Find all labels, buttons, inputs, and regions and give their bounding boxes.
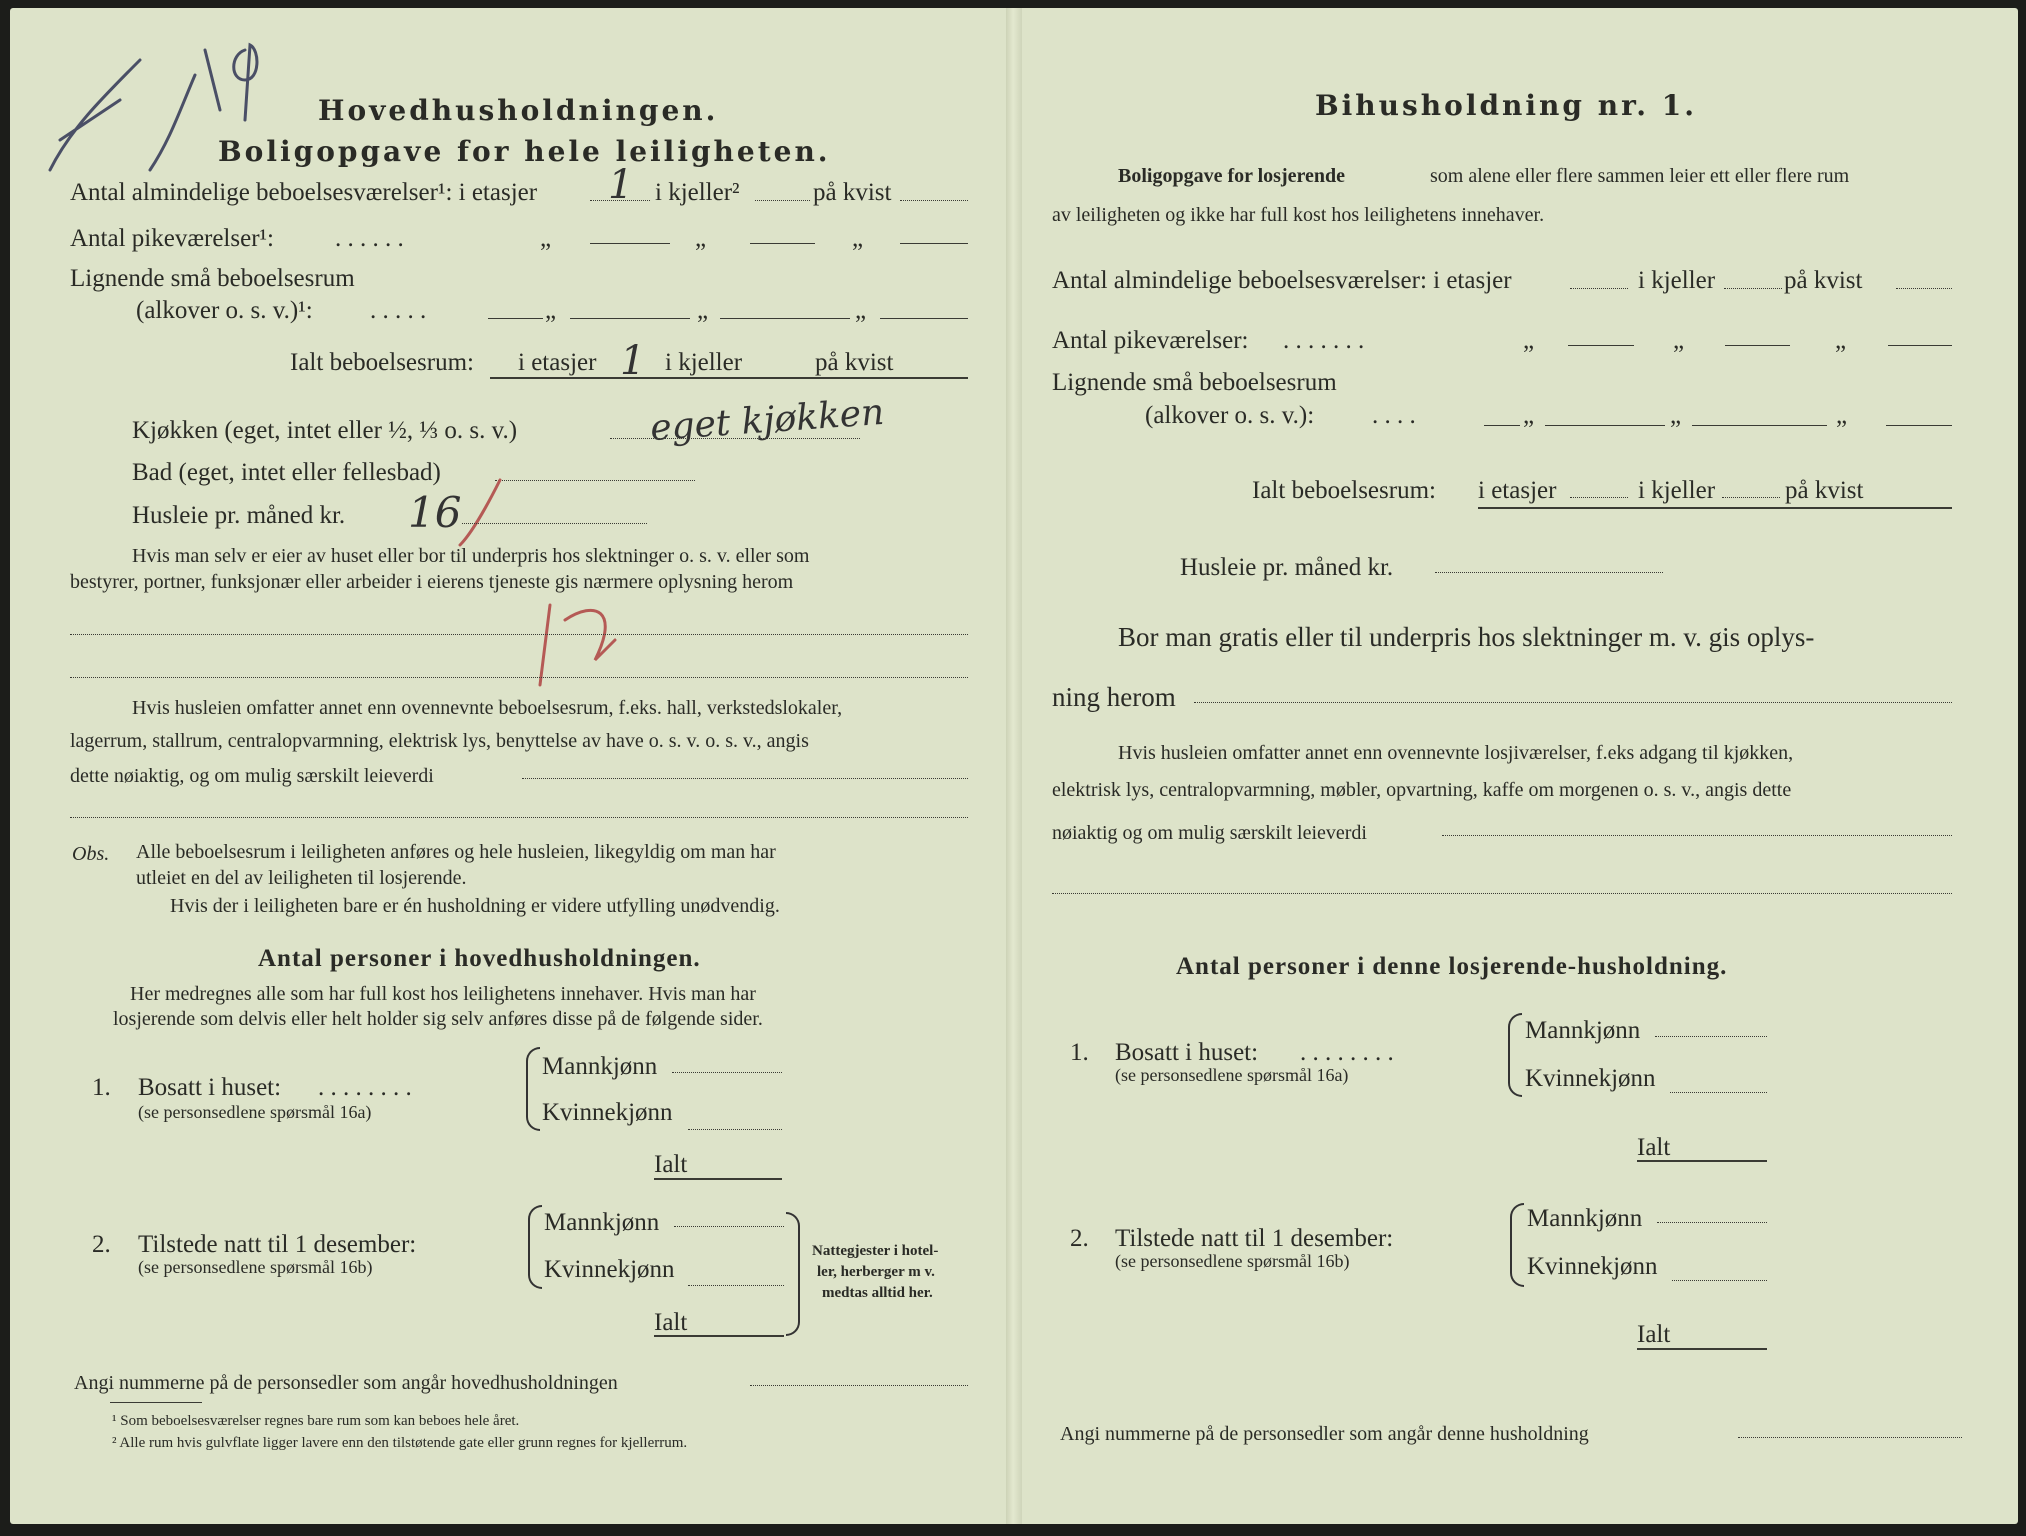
right-row4-kjeller-label: i kjeller [1638,477,1716,504]
left-row4-etasjer-value: 1 [620,338,646,384]
right-persons-title: Antal personer i denne losjerende-husholdning. [1176,953,1728,980]
left-b1-kvinne-line [688,1129,782,1130]
right-row1-kjeller-label: i kjeller [1638,267,1716,294]
right-row3-line2 [1692,425,1827,426]
right-angi-line [1738,1437,1962,1438]
right-row3-ditto3: „ [1836,402,1848,429]
left-row1-etasjer-value: 1 [608,162,634,208]
left-b2-sub: (se personsedlene spørsmål 16b) [138,1257,373,1277]
left-husleie-label: Husleie pr. måned kr. [132,502,346,529]
left-row3-ditto2: „ [697,297,709,324]
left-persons-title: Antal personer i hovedhusholdningen. [258,945,701,972]
left-row2-ditto3: „ [852,225,864,252]
left-angi-line [750,1385,968,1386]
right-row3-label1: Lignende små beboelsesrum [1052,369,1337,396]
left-row2-dots: . . . . . . [335,225,404,252]
left-husleie-value: 16 [408,488,462,537]
left-para2-line2: lagerrum, stallrum, centralopvarmning, elektrisk lys, benyttelse av have o. s. v. o. s. v., angis [70,730,809,752]
right-b2-mann-line [1657,1222,1767,1223]
left-obs-line1: Alle beboelsesrum i leiligheten anføres og hele husleien, likegyldig om man har [136,841,776,863]
right-row1-kvist-label: på kvist [1784,267,1863,294]
left-row1-label: Antal almindelige beboelsesværelser¹: i etasjer [70,179,538,206]
left-row2-ditto2: „ [695,225,707,252]
right-b1-label: Bosatt i huset: [1115,1039,1259,1066]
left-persons-note2: losjerende som delvis eller helt holder sig selv anføres disse på de følgende sider. [113,1008,763,1030]
left-row3-line3 [880,318,968,319]
right-intro-bold: Boligopgave for losjerende [1118,165,1346,187]
right-row4-kjeller-line [1722,497,1780,498]
right-b2-brace [1510,1203,1524,1287]
left-b2-ialt: Ialt [654,1309,688,1336]
left-b1-ialt: Ialt [654,1151,688,1178]
right-b2-ialt-line [1637,1348,1767,1350]
left-row2-line1 [590,243,670,244]
right-gratis-line [1194,702,1952,703]
right-b1-mann-line [1655,1036,1767,1037]
right-row1-etasjer-line [1570,288,1628,289]
left-b2-ialt-line [654,1335,784,1337]
left-b1-number: 1. [92,1074,111,1101]
right-b1-kvinne-line [1670,1092,1767,1093]
right-intro-line1: som alene eller flere sammen leier ett eller flere rum [1430,165,1850,187]
left-para2-answer-line2 [70,817,968,818]
right-row4-kvist-label: på kvist [1785,477,1864,504]
left-title: Hovedhusholdningen. [318,94,719,127]
left-obs-line2: utleiet en del av leiligheten til losjerende. [136,867,467,889]
left-subtitle: Boligopgave for hele leiligheten. [218,135,831,168]
right-row2-ditto3: „ [1835,327,1847,354]
left-row4-underline [490,377,968,379]
left-bad-label: Bad (eget, intet eller fellesbad) [132,459,441,486]
left-row3-line0 [488,318,543,319]
left-row4-label: Ialt beboelsesrum: [290,349,474,376]
left-b2-note3: medtas alltid her. [822,1285,933,1301]
right-row2-ditto2: „ [1673,327,1685,354]
right-row4-underline [1478,507,1952,509]
left-b2-brace [528,1205,542,1289]
left-footnote-rule [110,1402,202,1403]
right-row3-line1 [1545,425,1665,426]
left-b1-brace [526,1047,540,1131]
right-row1-kjeller-line [1724,288,1782,289]
right-b1-ialt-line [1637,1160,1767,1162]
right-row4-etasjer-line [1570,497,1628,498]
left-row2-line3 [900,243,968,244]
left-b1-kvinne: Kvinnekjønn [542,1099,673,1126]
right-b1-number: 1. [1070,1039,1089,1066]
right-row1-label: Antal almindelige beboelsesværelser: i etasjer [1052,267,1512,294]
right-b2-kvinne: Kvinnekjønn [1527,1253,1658,1280]
left-husleie-line [462,523,647,524]
left-obs-line3: Hvis der i leiligheten bare er én husholdning er videre utfylling unødvendig. [170,895,780,917]
left-b2-number: 2. [92,1231,111,1258]
right-title: Bihusholdning nr. 1. [1315,89,1697,122]
right-row4-etasjer-label: i etasjer [1478,477,1557,504]
left-b2-mann: Mannkjønn [544,1209,660,1236]
left-row2-line2 [750,243,815,244]
right-row3-ditto1: „ [1523,402,1535,429]
right-b2-ialt: Ialt [1637,1321,1671,1348]
right-b1-dots: . . . . . . . . [1300,1039,1394,1066]
right-b1-mann: Mannkjønn [1525,1017,1641,1044]
right-b1-sub: (se personsedlene spørsmål 16a) [1115,1065,1349,1085]
left-para1-answer-line1 [70,634,968,635]
right-b2-sub: (se personsedlene spørsmål 16b) [1115,1251,1350,1271]
right-b1-ialt: Ialt [1637,1134,1671,1161]
right-row2-label: Antal pikeværelser: [1052,327,1249,354]
right-row3-label2: (alkover o. s. v.): [1145,402,1315,429]
left-para1-answer-line2 [70,677,968,678]
left-b1-mann-line [672,1072,782,1073]
left-row3-label2: (alkover o. s. v.)¹: [136,297,313,324]
left-para2-line3: dette nøiaktig, og om mulig særskilt leieverdi [70,765,434,787]
right-husleie-line [1435,572,1663,573]
right-para-answer-line1 [1442,835,1952,836]
left-para2-answer-line1 [522,778,968,779]
left-b2-kvinne: Kvinnekjønn [544,1256,675,1283]
left-kjokken-value: eget kjøkken [648,391,886,450]
right-para-line1: Hvis husleien omfatter annet enn ovennevnte losjiværelser, f.eks adgang til kjøkken, [1118,742,1794,764]
right-row3-ditto2: „ [1670,402,1682,429]
left-footnote1: ¹ Som beboelsesværelser regnes bare rum som kan beboes hele året. [112,1413,520,1429]
left-row4-kvist-label: på kvist [815,349,894,376]
left-b2-note2: ler, herberger m v. [817,1264,935,1280]
left-row3-dots: . . . . . [370,297,427,324]
left-row1-kjeller-label: i kjeller² [655,179,740,206]
left-b1-label: Bosatt i huset: [138,1074,282,1101]
left-row3-line2 [720,318,850,319]
left-row1-kvist-label: på kvist [813,179,892,206]
left-para1-line2: bestyrer, portner, funksjonær eller arbeider i eierens tjeneste gis nærmere oplysning herom [70,571,794,593]
left-obs-prefix: Obs. [72,843,110,865]
left-row4-etasjer-label: i etasjer [518,349,597,376]
left-row3-label1: Lignende små beboelsesrum [70,265,355,292]
left-row4-kjeller-label: i kjeller [665,349,743,376]
left-b1-dots: . . . . . . . . [318,1074,412,1101]
right-para-line2: elektrisk lys, centralopvarmning, møbler, opvartning, kaffe om morgenen o. s. v., angis dette [1052,779,1792,801]
right-row3-dots: . . . . [1372,402,1416,429]
right-row2-line3 [1888,345,1952,346]
right-b1-brace [1508,1013,1522,1097]
right-row3-line3 [1886,425,1952,426]
page-fold [1006,8,1022,1524]
left-persons-note1: Her medregnes alle som har full kost hos leilighetens innehaver. Hvis man har [130,983,756,1005]
right-row2-line1 [1568,345,1634,346]
left-b2-note1: Nattegjester i hotel- [812,1243,939,1259]
left-kjokken-line [610,438,860,439]
left-angi: Angi nummerne på de personsedler som angår hovedhusholdningen [74,1372,618,1394]
left-b2-mann-line [674,1226,784,1227]
left-para1-line1: Hvis man selv er eier av huset eller bor til underpris hos slektninger o. s. v. eller som [132,545,810,567]
left-row1-kvist-line [900,200,968,201]
right-b1-kvinne: Kvinnekjønn [1525,1065,1656,1092]
right-row2-ditto1: „ [1523,327,1535,354]
right-gratis-line1: Bor man gratis eller til underpris hos slektninger m. v. gis oplys- [1118,622,1815,652]
right-b2-number: 2. [1070,1225,1089,1252]
left-b1-mann: Mannkjønn [542,1053,658,1080]
right-b2-mann: Mannkjønn [1527,1205,1643,1232]
right-b2-label: Tilstede natt til 1 desember: [1115,1225,1394,1252]
right-b2-kvinne-line [1672,1280,1767,1281]
right-row2-line2 [1725,345,1790,346]
right-row4-label: Ialt beboelsesrum: [1252,477,1436,504]
left-footnote2: ² Alle rum hvis gulvflate ligger lavere enn den tilstøtende gate eller grunn regnes for kjellerrum. [112,1435,688,1451]
left-row2-ditto1: „ [540,225,552,252]
right-row1-kvist-line [1896,288,1952,289]
left-row2-label: Antal pikeværelser¹: [70,225,274,252]
left-row3-ditto3: „ [855,297,867,324]
right-row3-line0 [1484,425,1520,426]
right-para-line3: nøiaktig og om mulig særskilt leieverdi [1052,822,1367,844]
left-para2-line1: Hvis husleien omfatter annet enn ovennevnte beboelsesrum, f.eks. hall, verkstedslokaler, [132,697,843,719]
right-husleie-label: Husleie pr. måned kr. [1180,554,1394,581]
right-angi: Angi nummerne på de personsedler som angår denne husholdning [1060,1423,1589,1445]
right-gratis-line2: ning herom [1052,682,1176,712]
left-row3-line1 [570,318,690,319]
right-row2-dots: . . . . . . . [1283,327,1365,354]
left-b1-ialt-line [654,1178,782,1180]
left-b2-right-brace [786,1212,800,1336]
left-kjokken-label: Kjøkken (eget, intet eller ½, ⅓ o. s. v.) [132,417,518,444]
left-b2-label: Tilstede natt til 1 desember: [138,1231,417,1258]
left-row3-ditto1: „ [545,297,557,324]
left-b2-kvinne-line [688,1285,784,1286]
left-row1-kjeller-line [755,200,810,201]
right-intro-line2: av leiligheten og ikke har full kost hos leilighetens innehaver. [1052,204,1545,226]
left-b1-sub: (se personsedlene spørsmål 16a) [138,1102,372,1122]
right-para-answer-line2 [1052,893,1952,894]
